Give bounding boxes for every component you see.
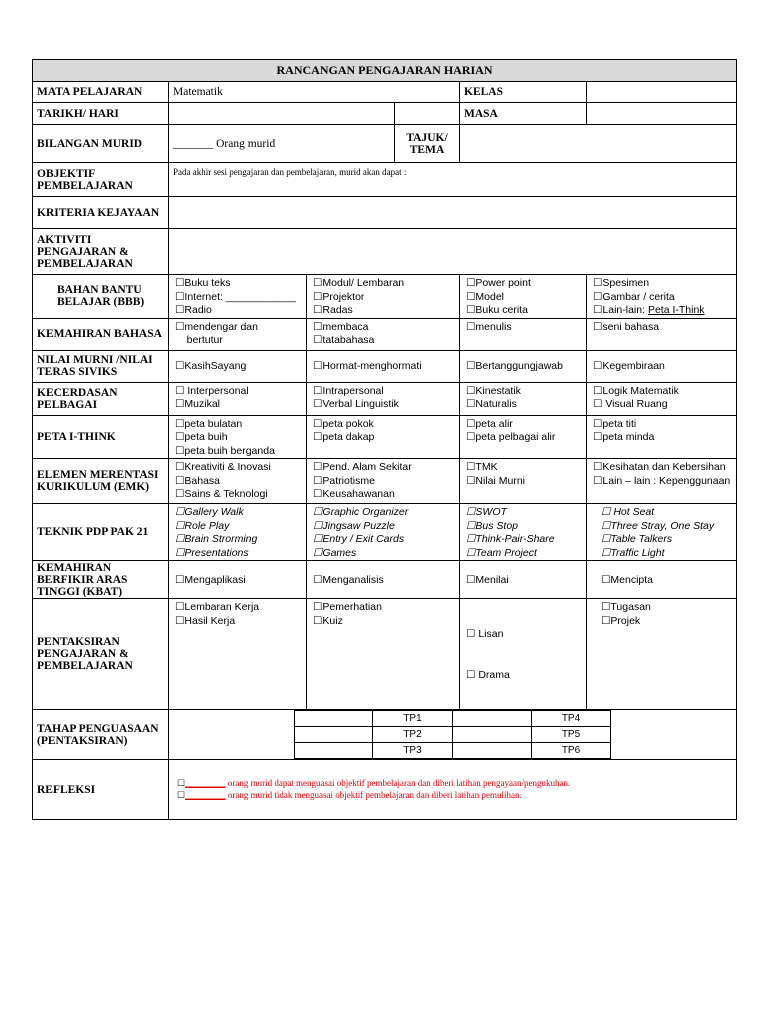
checkbox-drama[interactable]: ☐ Drama <box>466 668 510 681</box>
checkbox-role-play[interactable]: ☐Role Play <box>175 519 230 532</box>
checkbox-sains-teknologi[interactable]: ☐Sains & Teknologi <box>175 488 268 500</box>
checkbox-alam-sekitar[interactable]: ☐Pend. Alam Sekitar <box>313 461 412 473</box>
checkbox-seni-bahasa[interactable]: ☐seni bahasa <box>593 320 660 333</box>
checkbox-kesihatan[interactable]: ☐Kesihatan dan Kebersihan <box>593 461 726 473</box>
checkbox-hot-seat[interactable]: ☐ Hot Seat <box>601 506 655 518</box>
label-kriteria: KRITERIA KEJAYAAN <box>33 197 169 229</box>
pentaksiran-col-4 <box>587 599 737 710</box>
kecerdasan-col-2 <box>307 382 460 415</box>
tp4-label: TP4 <box>532 711 611 727</box>
checkbox-interpersonal[interactable]: ☐ Interpersonal <box>175 384 249 397</box>
label-refleksi: REFLEKSI <box>33 760 169 820</box>
checkbox-lain-lain-emk[interactable]: ☐Lain – lain : Kepenggunaan <box>593 474 731 487</box>
tp5-label: TP5 <box>532 727 611 743</box>
checkbox-lembaran-kerja[interactable]: ☐Lembaran Kerja <box>175 601 260 613</box>
field-masa[interactable] <box>587 103 737 125</box>
refleksi-checkbox-1[interactable]: ☐ <box>177 778 186 788</box>
kecerdasan-col-1 <box>169 382 307 415</box>
label-pak21: TEKNIK PDP PAK 21 <box>33 504 169 561</box>
label-masa: MASA <box>460 103 587 125</box>
checkbox-intrapersonal[interactable]: ☐Intrapersonal <box>313 384 384 397</box>
checkbox-naturalis[interactable]: ☐Naturalis <box>466 398 517 410</box>
peta-col-2 <box>307 415 460 459</box>
label-objektif: OBJEKTIF PEMBELAJARAN <box>33 163 169 197</box>
pentaksiran-col-2 <box>307 599 460 710</box>
checkbox-verbal-linguistik[interactable]: ☐Verbal Linguistik <box>313 398 399 410</box>
checkbox-logik-matematik[interactable]: ☐Logik Matematik <box>593 384 679 397</box>
checkbox-membaca[interactable]: ☐membaca <box>313 320 369 333</box>
field-aktiviti[interactable] <box>169 229 737 275</box>
bahasa-col-1 <box>169 318 307 350</box>
lain-lain-peta-i-think: Peta I-Think <box>647 304 705 316</box>
bahasa-col-4 <box>587 318 737 350</box>
checkbox-keusahawanan[interactable]: ☐Keusahawanan <box>313 488 395 500</box>
field-mata-pelajaran[interactable]: Matematik <box>169 82 460 103</box>
lesson-plan-table <box>32 59 737 820</box>
checkbox-pemerhatian[interactable]: ☐Pemerhatian <box>313 601 382 613</box>
label-mata-pelajaran: MATA PELAJARAN <box>33 82 169 103</box>
kecerdasan-col-3 <box>460 382 587 415</box>
bahasa-col-2 <box>307 318 460 350</box>
checkbox-projektor[interactable]: ☐Projektor <box>313 290 365 303</box>
checkbox-peta-minda[interactable]: ☐peta minda <box>593 431 655 443</box>
field-kelas[interactable] <box>587 82 737 103</box>
checkbox-gambar[interactable]: ☐Gambar / cerita <box>593 290 675 303</box>
checkbox-tmk[interactable]: ☐TMK <box>466 461 498 473</box>
label-tahap-penguasaan: TAHAP PENGUASAAN (PENTAKSIRAN) <box>33 710 169 760</box>
checkbox-radas[interactable]: ☐Radas <box>313 304 353 316</box>
label-tajuk: TAJUK/ TEMA <box>395 125 460 163</box>
tp1-label: TP1 <box>373 711 453 727</box>
checkbox-muzikal[interactable]: ☐Muzikal <box>175 398 221 410</box>
refleksi-checkbox-2[interactable]: ☐ <box>177 789 186 800</box>
field-objektif[interactable]: Pada akhir sesi pengajaran dan pembelajaran, murid akan dapat : <box>169 163 737 197</box>
checkbox-peta-alir[interactable]: ☐peta alir <box>466 417 513 430</box>
peta-col-1 <box>169 415 307 459</box>
checkbox-peta-buih-berganda[interactable]: ☐peta buih berganda <box>175 444 275 457</box>
label-pentaksiran: PENTAKSIRAN PENGAJARAN & PEMBELAJARAN <box>33 599 169 710</box>
emk-col-4 <box>587 459 737 504</box>
pak21-col-2 <box>307 504 460 561</box>
pak21-col-1 <box>169 504 307 561</box>
checkbox-power-point[interactable]: ☐Power point <box>466 277 531 289</box>
bbb-col-3 <box>460 275 587 319</box>
checkbox-mengaplikasi[interactable]: ☐Mengaplikasi <box>169 561 307 599</box>
checkbox-peta-dakap[interactable]: ☐peta dakap <box>313 431 375 443</box>
checkbox-bus-stop[interactable]: ☐Bus Stop <box>466 519 519 532</box>
checkbox-hormat[interactable]: ☐Hormat-menghormati <box>307 350 460 382</box>
checkbox-gallery-walk[interactable]: ☐Gallery Walk <box>175 506 244 518</box>
checkbox-bahasa[interactable]: ☐Bahasa <box>175 474 221 487</box>
checkbox-projek[interactable]: ☐Projek <box>601 614 641 627</box>
field-tajuk[interactable] <box>460 125 737 163</box>
peta-col-3 <box>460 415 587 459</box>
checkbox-jigsaw-puzzle[interactable]: ☐Jingsaw Puzzle <box>313 519 395 532</box>
checkbox-radio[interactable]: ☐Radio <box>175 304 212 316</box>
checkbox-buku-teks[interactable]: ☐Buku teks <box>175 277 231 289</box>
checkbox-model[interactable]: ☐Model <box>466 290 505 303</box>
checkbox-think-pair-share[interactable]: ☐Think-Pair-Share <box>466 533 555 545</box>
tp6-label: TP6 <box>532 743 611 759</box>
checkbox-hasil-kerja[interactable]: ☐Hasil Kerja <box>175 614 236 627</box>
refleksi-blank-1[interactable]: _________ <box>185 778 226 788</box>
checkbox-peta-titi[interactable]: ☐peta titi <box>593 417 637 430</box>
field-kriteria[interactable] <box>169 197 737 229</box>
checkbox-menulis[interactable]: ☐menulis <box>466 320 512 333</box>
checkbox-presentations[interactable]: ☐Presentations <box>175 546 249 559</box>
checkbox-bertanggungjawab[interactable]: ☐Bertanggungjawab <box>460 350 587 382</box>
tahap-area <box>169 710 737 760</box>
checkbox-spesimen[interactable]: ☐Spesimen <box>593 277 650 289</box>
checkbox-table-talkers[interactable]: ☐Table Talkers <box>601 533 673 545</box>
label-emk: ELEMEN MERENTASI KURIKULUM (EMK) <box>33 459 169 504</box>
label-kecerdasan: KECERDASAN PELBAGAI <box>33 382 169 415</box>
tp5-box[interactable] <box>453 727 532 743</box>
checkbox-peta-bulatan[interactable]: ☐peta bulatan <box>175 417 243 430</box>
tp-grid <box>294 710 611 759</box>
checkbox-lain-lain[interactable] <box>593 304 734 318</box>
tp6-box[interactable] <box>453 743 532 759</box>
emk-col-3 <box>460 459 587 504</box>
checkbox-games[interactable]: ☐Games <box>313 546 357 559</box>
peta-col-4 <box>587 415 737 459</box>
checkbox-kuiz[interactable]: ☐Kuiz <box>313 614 343 627</box>
label-tarikh: TARIKH/ HARI <box>33 103 169 125</box>
lain-lain-prefix: ☐Lain-lain: <box>593 304 648 316</box>
bahasa-col-3 <box>460 318 587 350</box>
checkbox-tugasan[interactable]: ☐Tugasan <box>601 601 651 613</box>
pentaksiran-col-3 <box>460 599 587 710</box>
refleksi-text-1: orang murid dapat menguasai objektif pembelajaran dan diberi latihan pengayaan/pengukuhan. <box>225 778 571 788</box>
checkbox-team-project[interactable]: ☐Team Project <box>466 546 537 559</box>
label-aktiviti: AKTIVITI PENGAJARAN & PEMBELAJARAN <box>33 229 169 275</box>
tp3-box[interactable] <box>295 743 373 759</box>
kecerdasan-col-4 <box>587 382 737 415</box>
label-bilangan-murid: BILANGAN MURID <box>33 125 169 163</box>
refleksi-line-1[interactable] <box>177 778 732 790</box>
checkbox-three-stray[interactable]: ☐Three Stray, One Stay <box>601 519 715 532</box>
tp4-box[interactable] <box>453 711 532 727</box>
emk-col-2 <box>307 459 460 504</box>
checkbox-traffic-light[interactable]: ☐Traffic Light <box>601 546 665 559</box>
bbb-col-2 <box>307 275 460 319</box>
checkbox-peta-pokok[interactable]: ☐peta pokok <box>313 417 374 430</box>
label-kemahiran-bahasa: KEMAHIRAN BAHASA <box>33 318 169 350</box>
refleksi-line-2[interactable] <box>177 790 732 802</box>
checkbox-peta-buih[interactable]: ☐peta buih <box>175 431 228 443</box>
mendengar-continuation: bertutur <box>175 334 223 346</box>
pentaksiran-col-1 <box>169 599 307 710</box>
bbb-col-1 <box>169 275 307 319</box>
checkbox-kreativiti[interactable]: ☐Kreativiti & Inovasi <box>175 461 271 473</box>
field-bilangan-murid[interactable]: _______ Orang murid <box>169 125 395 163</box>
tp1-box[interactable] <box>295 711 373 727</box>
label-bbb: BAHAN BANTU BELAJAR (BBB) <box>33 275 169 319</box>
checkbox-visual-ruang[interactable]: ☐ Visual Ruang <box>593 398 668 410</box>
tp3-label: TP3 <box>373 743 453 759</box>
checkbox-internet[interactable]: ☐Internet: ____________ <box>175 290 296 303</box>
field-hari[interactable] <box>395 103 460 125</box>
checkbox-mendengar[interactable]: ☐mendengar dan <box>175 320 258 333</box>
checkbox-entry-exit-cards[interactable]: ☐Entry / Exit Cards <box>313 533 405 545</box>
pak21-col-4 <box>587 504 737 561</box>
tp2-box[interactable] <box>295 727 373 743</box>
label-kbat: KEMAHIRAN BERFIKIR ARAS TINGGI (KBAT) <box>33 561 169 599</box>
label-nilai-murni: NILAI MURNI /NILAI TERAS SIVIKS <box>33 350 169 382</box>
checkbox-menganalisis[interactable]: ☐Menganalisis <box>307 561 460 599</box>
checkbox-kinestatik[interactable]: ☐Kinestatik <box>466 384 521 397</box>
checkbox-modul[interactable]: ☐Modul/ Lembaran <box>313 277 405 289</box>
checkbox-kegembiraan[interactable]: ☐Kegembiraan <box>587 350 737 382</box>
bbb-col-4 <box>587 275 737 319</box>
checkbox-lisan[interactable]: ☐ Lisan <box>466 628 504 640</box>
emk-col-1 <box>169 459 307 504</box>
checkbox-nilai-murni[interactable]: ☐Nilai Murni <box>466 474 526 487</box>
checkbox-mencipta[interactable]: ☐Mencipta <box>587 561 737 599</box>
checkbox-patriotisme[interactable]: ☐Patriotisme <box>313 474 375 487</box>
lesson-plan-form <box>32 59 736 820</box>
label-peta-i-think: PETA I-THINK <box>33 415 169 459</box>
pak21-col-3 <box>460 504 587 561</box>
tp2-label: TP2 <box>373 727 453 743</box>
checkbox-graphic-organizer[interactable]: ☐Graphic Organizer <box>313 506 409 518</box>
checkbox-brain-storming[interactable]: ☐Brain Strorming <box>175 533 258 545</box>
checkbox-swot[interactable]: ☐SWOT <box>466 506 507 518</box>
form-title: RANCANGAN PENGAJARAN HARIAN <box>33 60 737 82</box>
checkbox-buku-cerita[interactable]: ☐Buku cerita <box>466 304 528 316</box>
refleksi-text-2: orang murid tidak menguasai objektif pembelajaran dan diberi latihan pemulihan. <box>225 789 522 800</box>
checkbox-menilai[interactable]: ☐Menilai <box>460 561 587 599</box>
label-kelas: KELAS <box>460 82 587 103</box>
field-tarikh[interactable] <box>169 103 395 125</box>
field-refleksi <box>169 760 737 820</box>
refleksi-blank-2[interactable]: _________ <box>185 789 226 800</box>
checkbox-peta-pelbagai-alir[interactable]: ☐peta pelbagai alir <box>466 431 556 443</box>
checkbox-kasih-sayang[interactable]: ☐KasihSayang <box>169 350 307 382</box>
checkbox-tatabahasa[interactable]: ☐tatabahasa <box>313 334 375 346</box>
